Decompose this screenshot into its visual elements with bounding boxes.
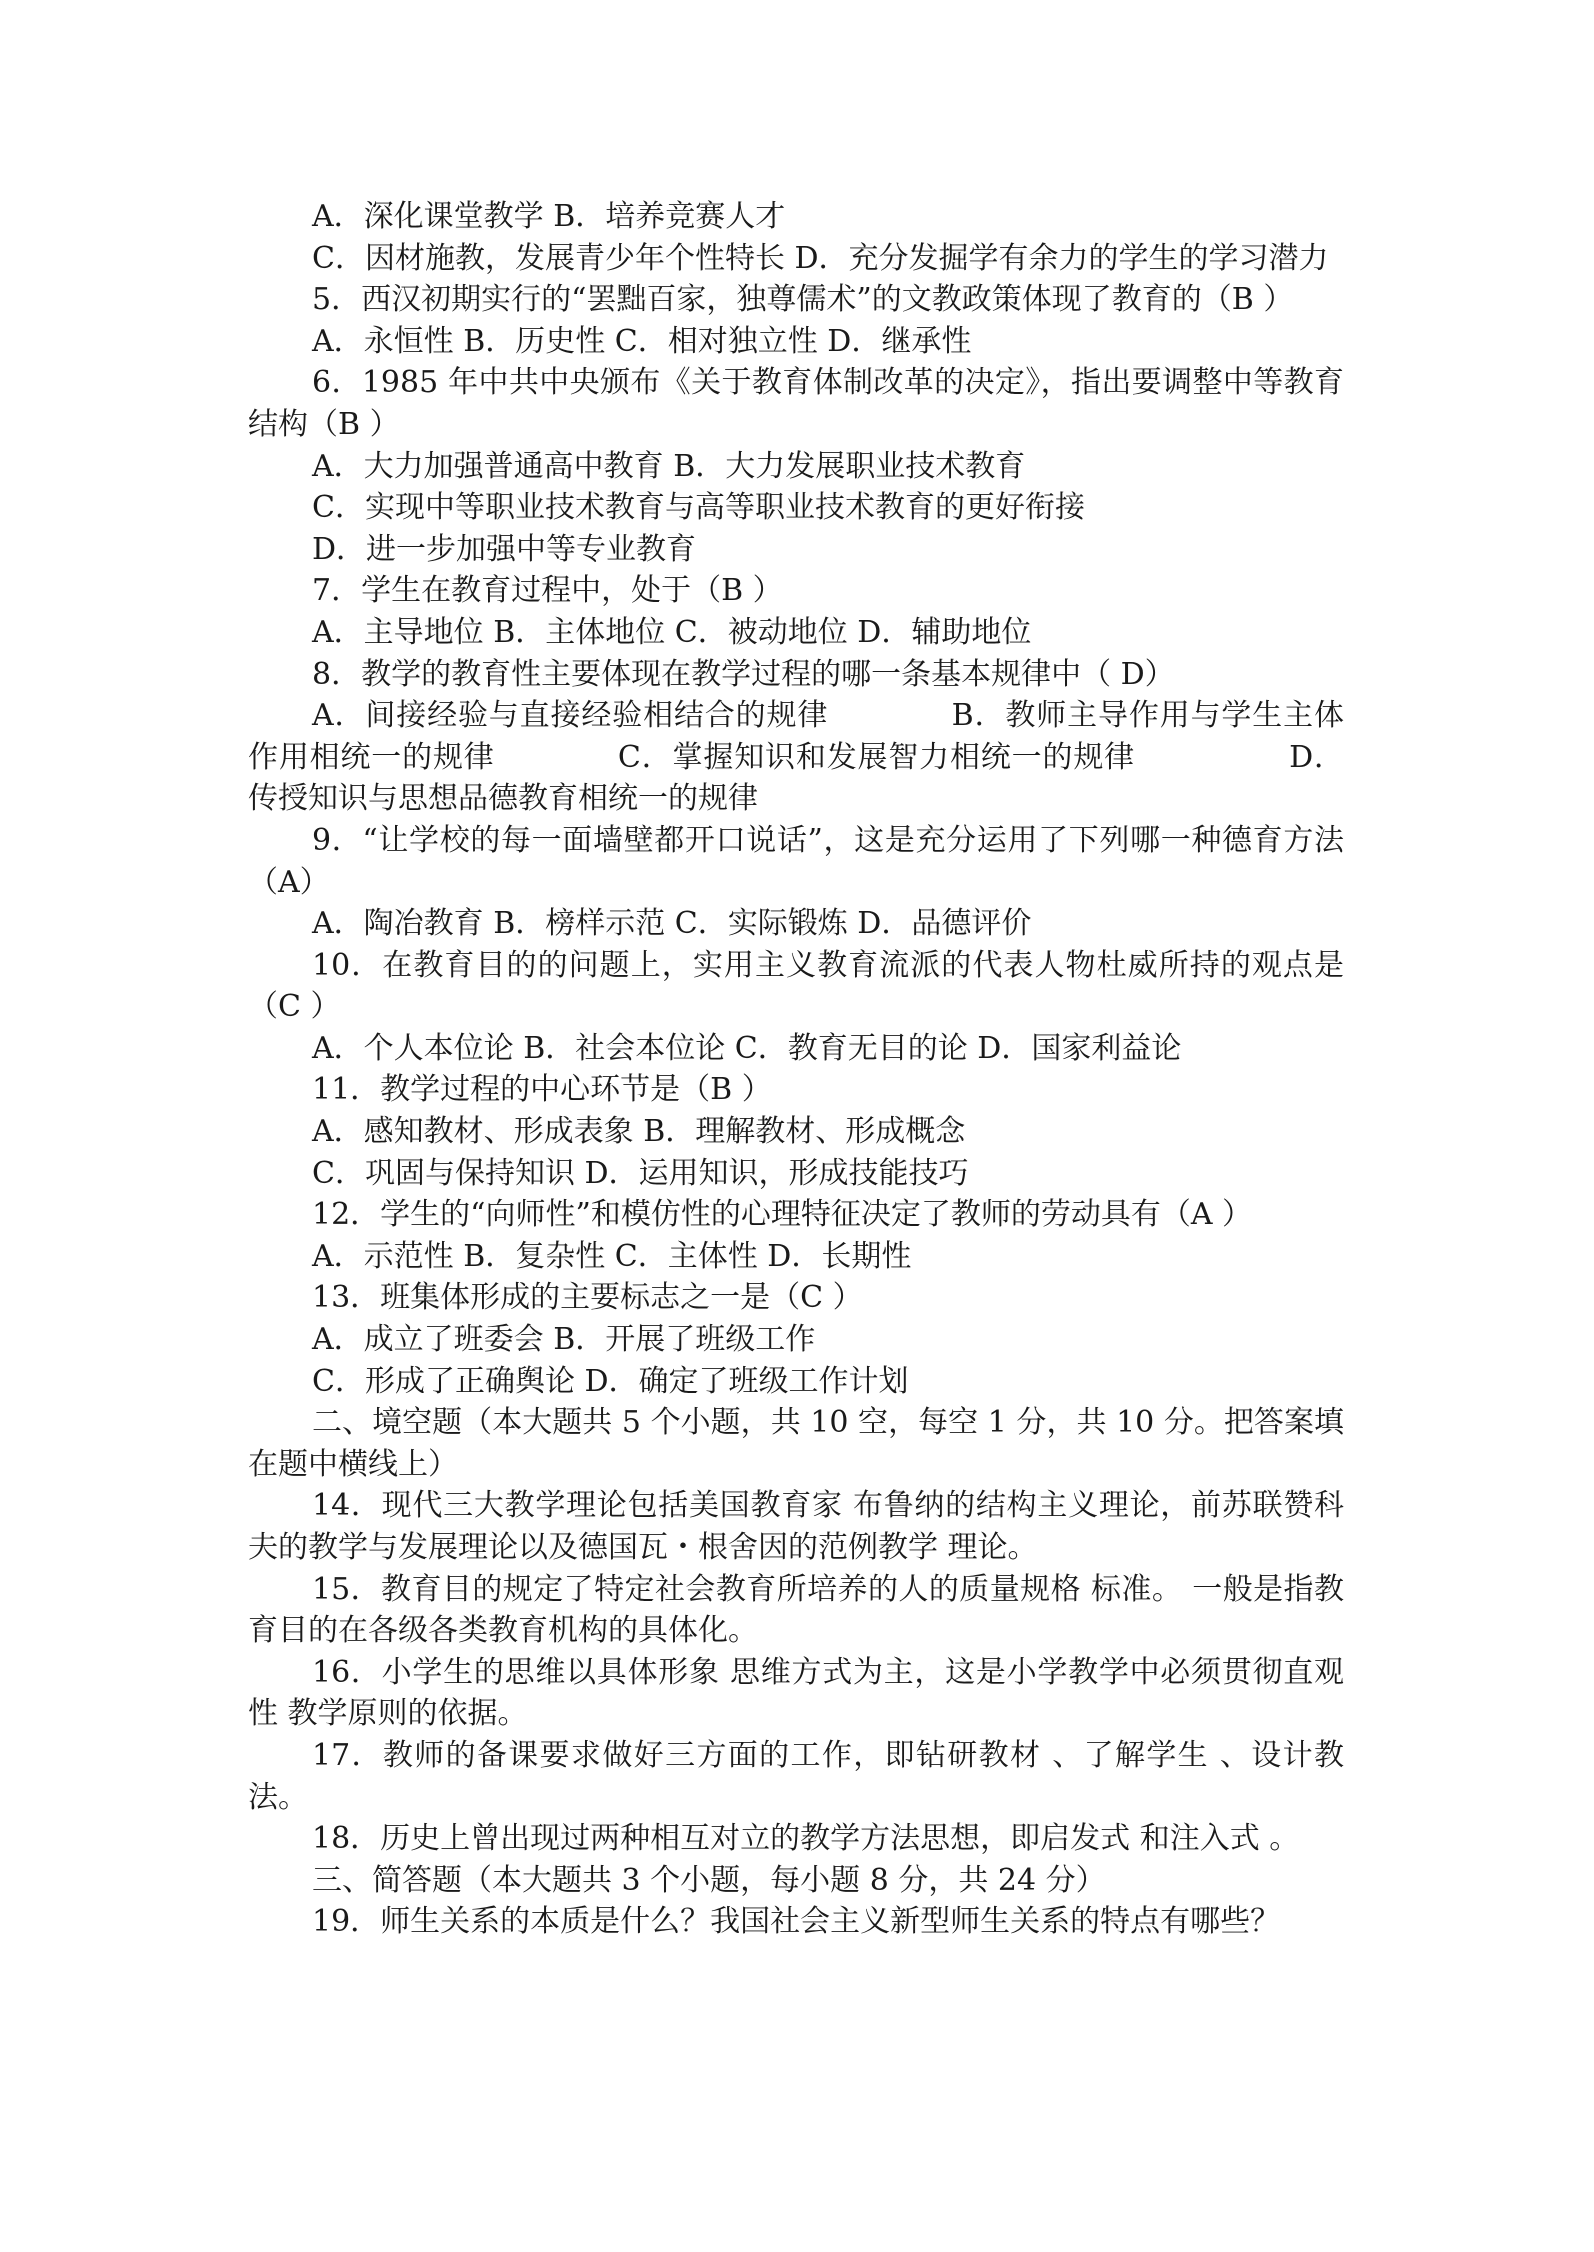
question-18: 18．历史上曾出现过两种相互对立的教学方法思想，即启发式 和注入式 。 — [312, 1821, 1300, 1857]
question-5: 5．西汉初期实行的“罢黜百家，独尊儒术”的文教政策体现了教育的（B ） — [312, 282, 1294, 318]
question-6-option-c: C．实现中等职业技术教育与高等职业技术教育的更好衔接 — [312, 490, 1085, 526]
document-body — [248, 196, 1344, 1943]
question-6-option-d: D．进一步加强中等专业教育 — [312, 531, 697, 567]
question-7: 7．学生在教育过程中，处于（B ） — [312, 573, 783, 609]
question-13-options-cd: C．形成了正确舆论 D．确定了班级工作计划 — [312, 1363, 909, 1399]
question-11: 11．教学过程的中心环节是（B ） — [312, 1072, 772, 1108]
question-10-options: A．个人本位论 B．社会本位论 C．教育无目的论 D．国家利益论 — [312, 1030, 1182, 1066]
question-11-options-cd: C．巩固与保持知识 D．运用知识，形成技能技巧 — [312, 1155, 969, 1191]
question-6: 6．1985 年中共中央颁布《关于教育体制改革的决定》，指出要调整中等教育结构（B ） — [248, 365, 1344, 442]
question-12-options: A．示范性 B．复杂性 C．主体性 D．长期性 — [312, 1238, 912, 1274]
question-19: 19．师生关系的本质是什么？我国社会主义新型师生关系的特点有哪些？ — [312, 1904, 1281, 1940]
question-12: 12．学生的“向师性”和模仿性的心理特征决定了教师的劳动具有（A ） — [312, 1197, 1253, 1233]
paragraph-1: A．深化课堂教学 B．培养竞赛人才 — [312, 199, 786, 234]
question-16: 16．小学生的思维以具体形象 思维方式为主，这是小学教学中必须贯彻直观性 教学原则的依据。 — [248, 1654, 1344, 1732]
question-5-options: A．永恒性 B．历史性 C．相对独立性 D．继承性 — [312, 323, 972, 359]
paragraph-2: C．因材施教，发展青少年个性特长 D．充分发掘学有余力的学生的学习潜力 — [312, 240, 1329, 276]
question-9: 9．“让学校的每一面墙壁都开口说话”，这是充分运用了下列哪一种德育方法（A） — [248, 822, 1344, 900]
question-6-options-ab: A．大力加强普通高中教育 B．大力发展职业技术教育 — [312, 448, 1026, 484]
question-10: 10．在教育目的的问题上，实用主义教育流派的代表人物杜威所持的观点是（C ） — [248, 947, 1344, 1025]
question-9-options: A．陶冶教育 B．榜样示范 C．实际锻炼 D．品德评价 — [312, 906, 1032, 942]
question-15: 15．教育目的规定了特定社会教育所培养的人的质量规格 标准。 一般是指教育目的在各级各类教育机构的具体化。 — [248, 1571, 1344, 1649]
question-11-options-ab: A．感知教材、形成表象 B．理解教材、形成概念 — [312, 1114, 966, 1150]
question-8-options: A．间接经验与直接经验相结合的规律 B．教师主导作用与学生主体作用相统一的规律 C．掌握知识和发展智力相统一的规律 D．传授知识与思想品德教育相统一的规律 — [248, 698, 1344, 817]
section-3-heading: 三、简答题（本大题共 3 个小题，每小题 8 分，共 24 分） — [312, 1862, 1106, 1898]
section-2-heading: 二、境空题（本大题共 5 个小题，共 10 空，每空 1 分，共 10 分。把答案填在题中横线上） — [248, 1405, 1344, 1482]
question-7-options: A．主导地位 B．主体地位 C．被动地位 D．辅助地位 — [312, 614, 1032, 650]
question-13-options-ab: A．成立了班委会 B．开展了班级工作 — [312, 1322, 816, 1358]
question-8: 8．教学的教育性主要体现在教学过程的哪一条基本规律中（ D） — [312, 656, 1175, 692]
question-17: 17．教师的备课要求做好三方面的工作，即钻研教材 、了解学生 、设计教法。 — [248, 1737, 1344, 1815]
question-13: 13．班集体形成的主要标志之一是（C ） — [312, 1280, 863, 1316]
question-14: 14．现代三大教学理论包括美国教育家 布鲁纳的结构主义理论，前苏联赞科夫的教学与发展理论以及德国瓦・根舍因的范例教学 理论。 — [248, 1488, 1344, 1565]
